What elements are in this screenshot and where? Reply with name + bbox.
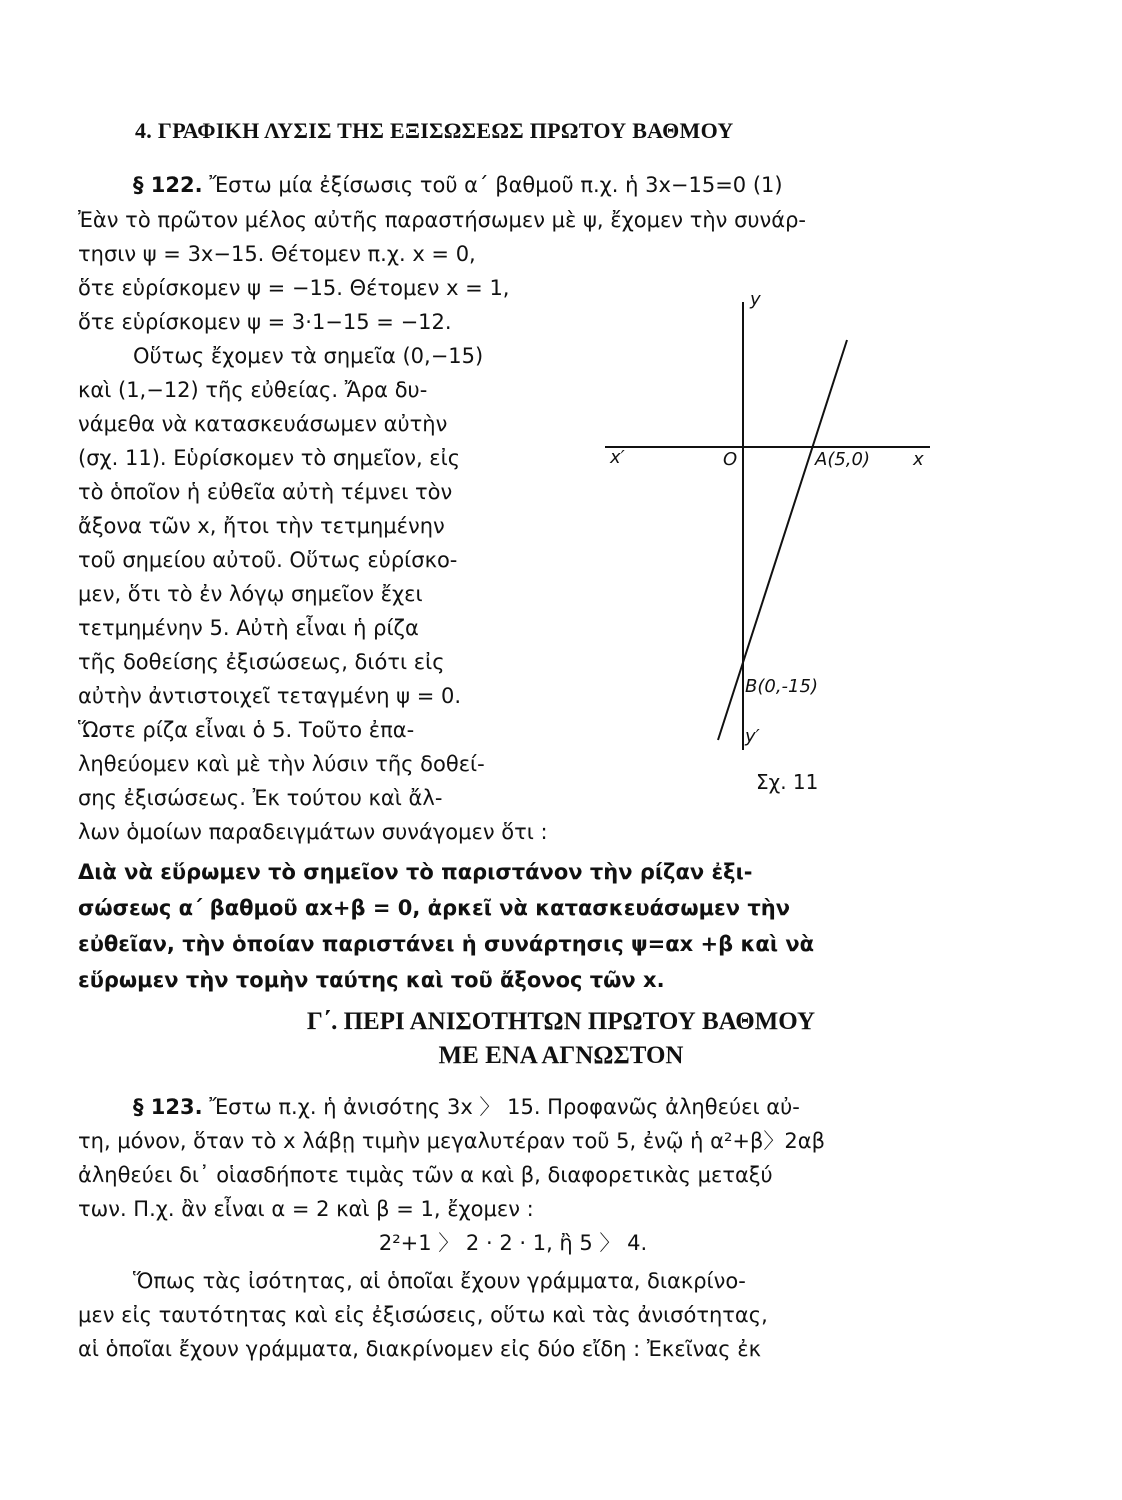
paragraph-122-line-7: καὶ (1,−12) τῆς εὐθείας. Ἄρα δυ-: [78, 378, 428, 402]
y-axis-label: y: [750, 289, 761, 310]
rule-statement-line-4: εὕρωμεν τὴν τομὴν ταύτης καὶ τοῦ ἄξονος τῶν x.: [78, 968, 665, 992]
paragraph-123-line-2: τη, μόνον, ὅταν τὸ x λάβῃ τιμὴν μεγαλυτέραν τοῦ 5, ἐνῷ ἡ α²+β〉2αβ: [78, 1129, 826, 1153]
paragraph-122-line-4: ὅτε εὑρίσκομεν ψ = −15. Θέτομεν x = 1,: [78, 276, 510, 300]
paragraph-122-line-14: τετμημένην 5. Αὐτὴ εἶναι ἡ ρίζα: [78, 616, 419, 640]
point-a-label: A(5,0): [815, 449, 870, 470]
paragraph-122-line-17: Ὥστε ρίζα εἶναι ὁ 5. Τοῦτο ἐπα-: [78, 718, 415, 742]
paragraph-122-line-6: Οὕτως ἔχομεν τὰ σημεῖα (0,−15): [133, 344, 484, 368]
chapter-title-line-2: ΜΕ ΕΝΑ ΑΓΝΩΣΤΟΝ: [438, 1042, 684, 1069]
paragraph-122-line-15: τῆς δοθείσης ἐξισώσεως, διότι εἰς: [78, 650, 445, 674]
text-line: Ἔστω μία ἐξίσωσις τοῦ α΄ βαθμοῦ π.χ. ἡ 3x−15=0 (1): [209, 173, 783, 197]
point-b-label: B(0,-15): [745, 676, 818, 697]
chapter-title-line-1: Γ΄. ΠΕΡΙ ΑΝΙΣΟΤΗΤΩΝ ΠΡΩΤΟΥ ΒΑΘΜΟΥ: [306, 1008, 816, 1035]
paragraph-122-line-8: νάμεθα νὰ κατασκευάσωμεν αὐτὴν: [78, 412, 448, 436]
section-number-123: § 123.: [133, 1095, 203, 1119]
paragraph-122-line-9: (σχ. 11). Εὑρίσκομεν τὸ σημεῖον, εἰς: [78, 446, 461, 470]
paragraph-123-line-1: [78, 1090, 948, 1124]
paragraph-123-line-4: των. Π.χ. ἂν εἶναι α = 2 καὶ β = 1, ἔχομεν :: [78, 1197, 534, 1221]
x-neg-axis-label: x′: [610, 447, 625, 468]
paragraph-122-line-12: τοῦ σημείου αὐτοῦ. Οὕτως εὑρίσκο-: [78, 548, 458, 572]
paragraph-122-line-16: αὐτὴν ἀντιστοιχεῖ τεταγμένη ψ = 0.: [78, 684, 462, 708]
rule-statement-line-1: Διὰ νὰ εὕρωμεν τὸ σημεῖον τὸ παριστάνον τὴν ρίζαν ἐξι-: [78, 860, 753, 884]
section-number-122: § 122.: [133, 173, 203, 197]
paragraph-122-line-3: τησιν ψ = 3x−15. Θέτομεν π.χ. x = 0,: [78, 242, 476, 266]
paragraph-122-line-5: ὅτε εὑρίσκομεν ψ = 3·1−15 = −12.: [78, 310, 452, 334]
paragraph-122-line-10: τὸ ὁποῖον ἡ εὐθεῖα αὐτὴ τέμνει τὸν: [78, 480, 453, 504]
text-line: Ὅπως τὰς ἰσότητας, αἱ ὁποῖαι ἔχουν γράμματα, διακρίνο-: [133, 1269, 746, 1293]
paragraph-122-line-2: Ἐὰν τὸ πρῶτον μέλος αὐτῆς παραστήσωμεν μὲ ψ, ἔχομεν τὴν συνάρ-: [78, 208, 807, 232]
paragraph-123-line-6: [78, 1264, 948, 1298]
paragraph-122-line-13: μεν, ὅτι τὸ ἐν λόγῳ σημεῖον ἔχει: [78, 582, 423, 606]
y-neg-axis-label: y′: [745, 726, 760, 747]
paragraph-122-line-11: ἄξονα τῶν x, ἤτοι τὴν τετμημένην: [78, 514, 445, 538]
figure-11: [595, 280, 945, 760]
section-heading: 4. ΓΡΑΦΙΚΗ ΛΥΣΙΣ ΤΗΣ ΕΞΙΣΩΣΕΩΣ ΠΡΩΤΟΥ ΒΑΘΜΟΥ: [135, 118, 734, 143]
paragraph-122-line-1: [78, 168, 948, 202]
paragraph-122-line-20: λων ὁμοίων παραδειγμάτων συνάγομεν ὅτι :: [78, 820, 548, 844]
x-axis-label: x: [913, 449, 924, 470]
paragraph-122-line-19: σης ἐξισώσεως. Ἐκ τούτου καὶ ἄλ-: [78, 786, 443, 810]
paragraph-123-line-3: ἀληθεύει δι᾿ οἱασδήποτε τιμὰς τῶν α καὶ β, διαφορετικὰς μεταξύ: [78, 1163, 773, 1187]
paragraph-123-line-8: αἱ ὁποῖαι ἔχουν γράμματα, διακρίνομεν εἰς δύο εἴδη : Ἐκεῖνας ἐκ: [78, 1337, 761, 1361]
rule-statement-line-3: εὐθεῖαν, τὴν ὁποίαν παριστάνει ἡ συνάρτησις ψ=αx +β καὶ νὰ: [78, 932, 815, 956]
text-line: Ἔστω π.χ. ἡ ἀνισότης 3x 〉 15. Προφανῶς ἀληθεύει αὐ-: [209, 1095, 800, 1119]
figure-caption: Σχ. 11: [756, 770, 819, 794]
paragraph-123-line-7: μεν εἰς ταυτότητας καὶ εἰς ἐξισώσεις, οὕτω καὶ τὰς ἀνισότητας,: [78, 1303, 768, 1327]
origin-label: O: [723, 449, 738, 470]
inequality-example: 2²+1 〉 2 · 2 · 1, ἢ 5 〉 4.: [378, 1231, 648, 1255]
rule-statement-line-2: σώσεως α΄ βαθμοῦ αx+β = 0, ἀρκεῖ νὰ κατασκευάσωμεν τὴν: [78, 896, 791, 920]
paragraph-122-line-18: ληθεύομεν καὶ μὲ τὴν λύσιν τῆς δοθεί-: [78, 752, 485, 776]
